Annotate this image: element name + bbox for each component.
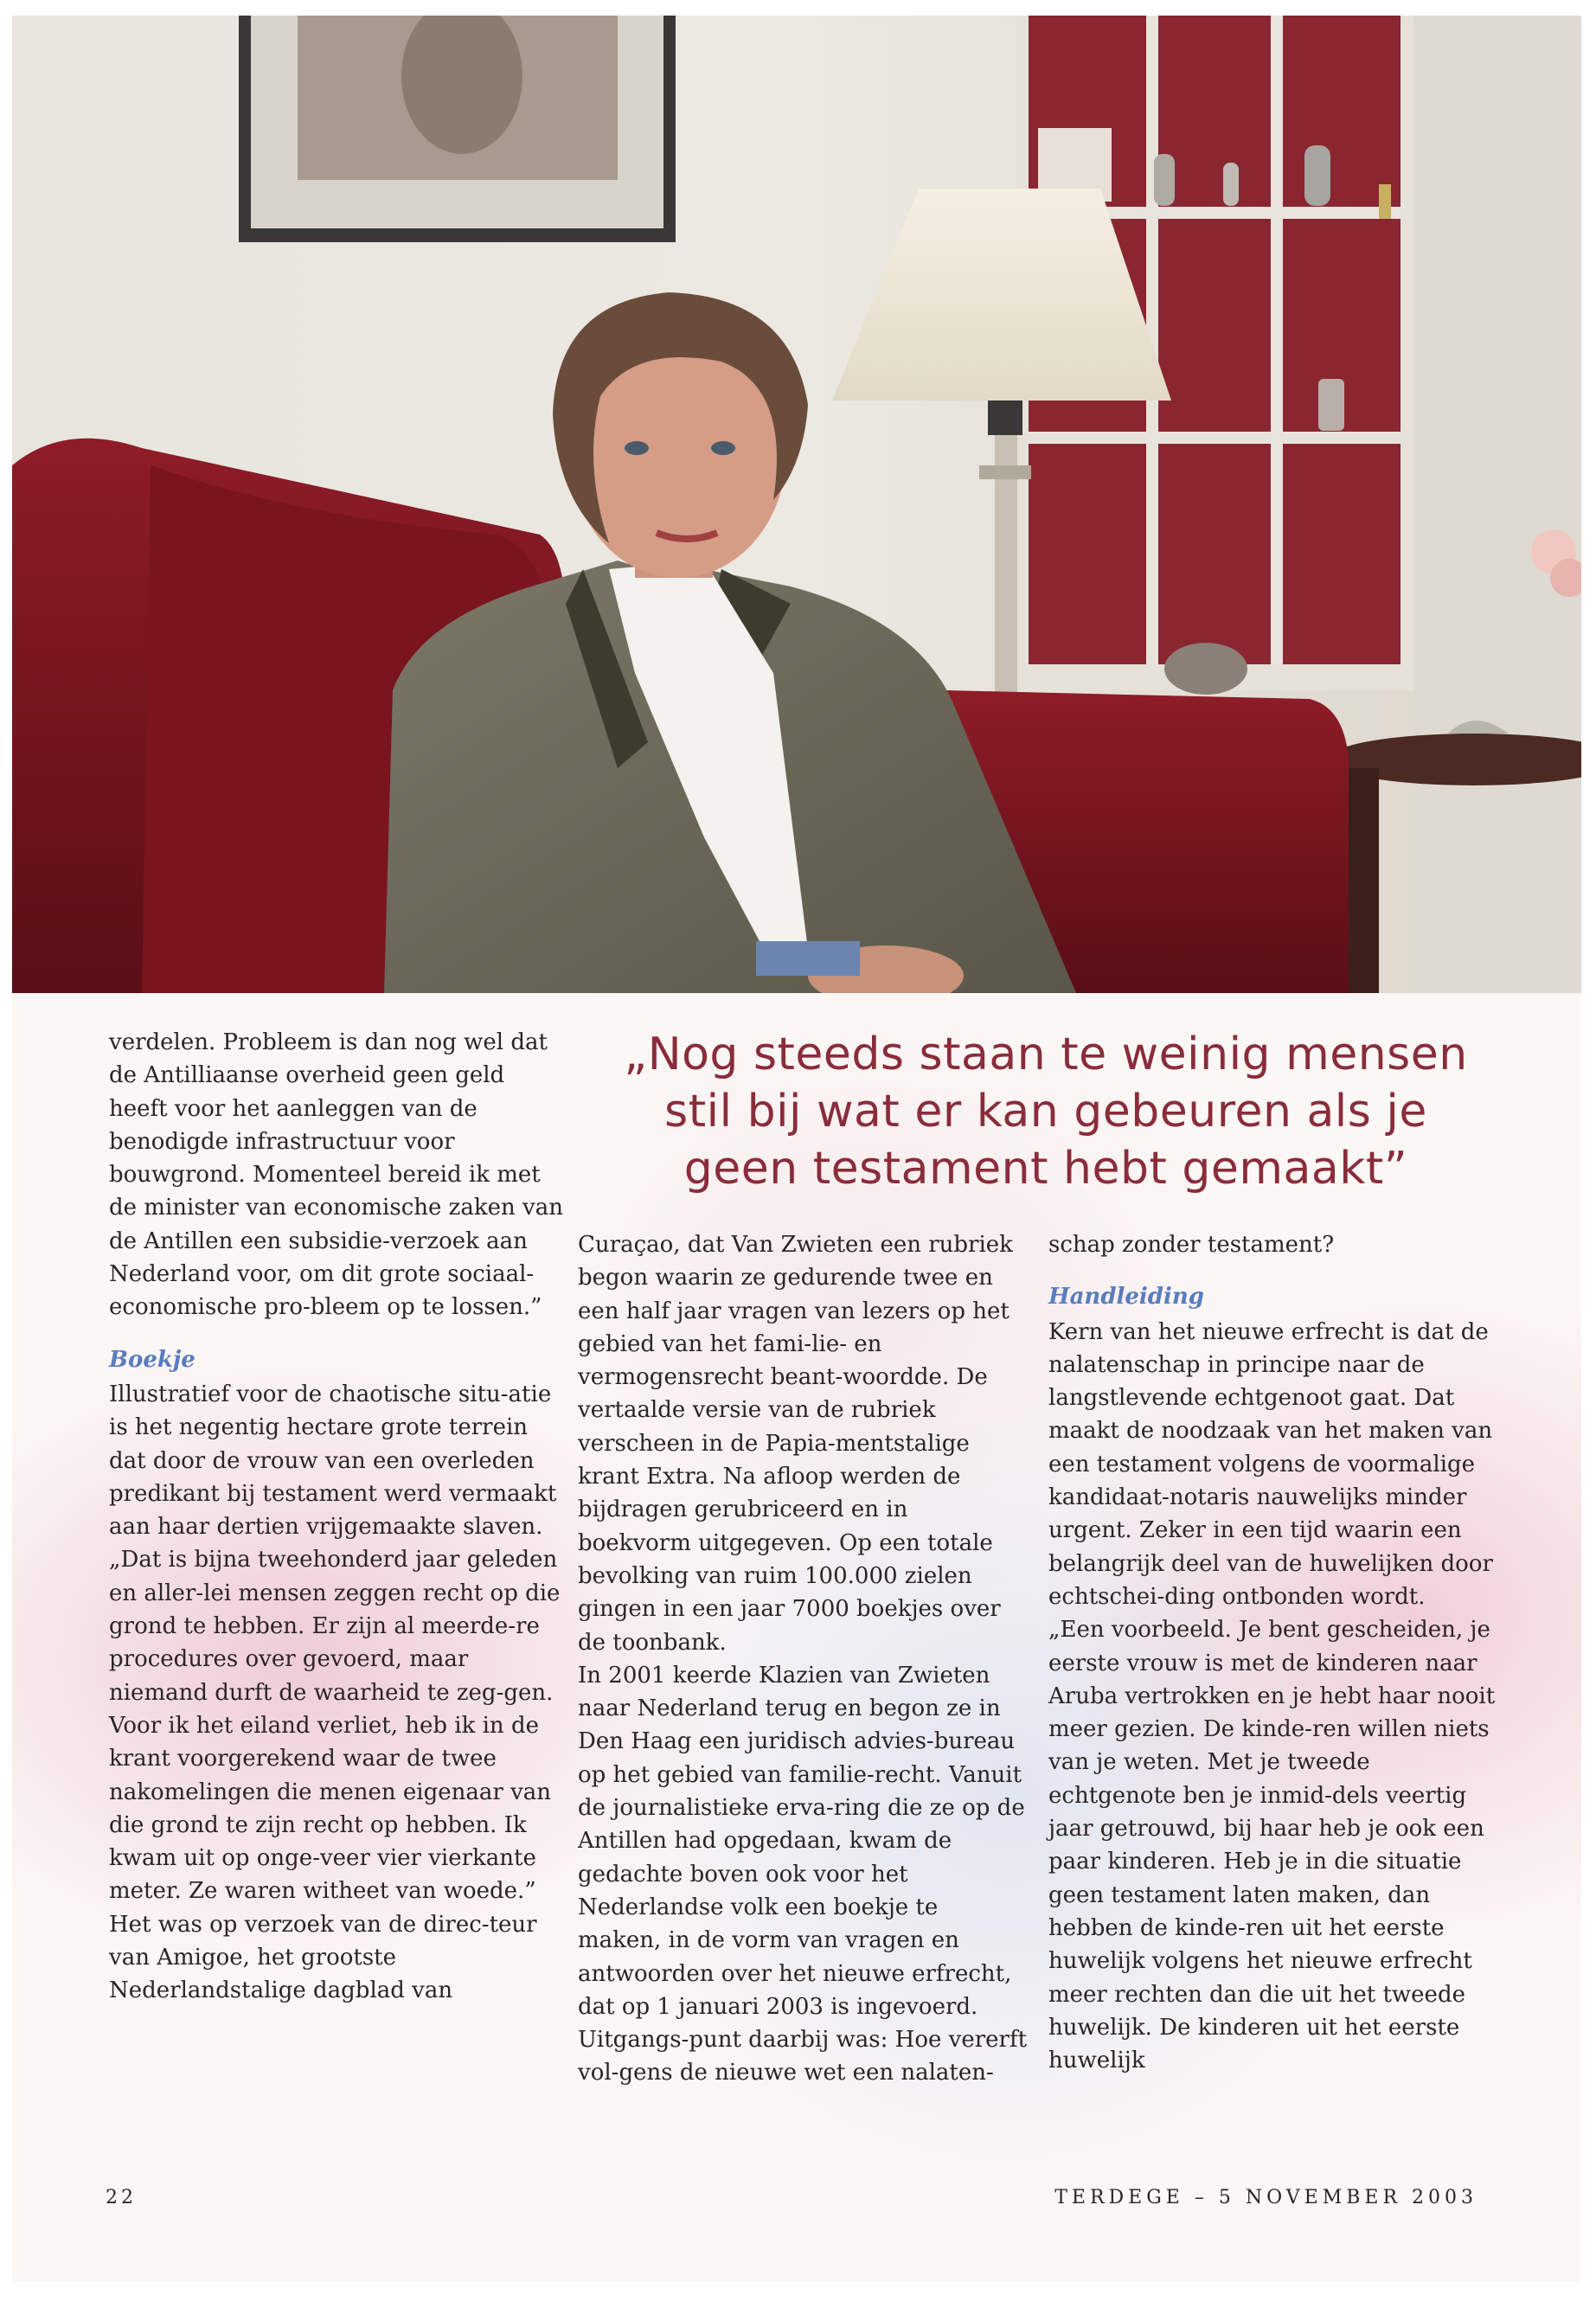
col3-paragraph-2: Kern van het nieuwe erfrecht is dat de nalatenschap in principe naar de langstlevende echtgenoot gaat. Dat maakt de noodzaak van het maken van een testament volgens de voormalige kandidaat-notaris nauwelijks minder urgent. Zeker in een tijd waarin een belangrijk deel van de huwelijken door echtschei-ding ontbonden wordt.: [1048, 1318, 1493, 1610]
column-right: [1048, 1228, 1498, 2077]
pull-quote-line-2: stil bij wat er kan gebeuren als je: [664, 1086, 1427, 1138]
col1-paragraph-3: Het was op verzoek van de direc-teur van Amigoe, het grootste Nederlandstalige dagblad van: [109, 1911, 537, 2004]
page-number: 22: [106, 2187, 137, 2208]
column-left: [109, 1026, 563, 2008]
pull-quote-line-3: geen testament hebt gemaakt”: [683, 1143, 1408, 1195]
col2-paragraph-2: In 2001 keerde Klazien van Zwieten naar Nederland terug en begon ze in Den Haag een juridisch advies-bureau op het gebied van familie-recht. Vanuit de journalistieke erva-ring die ze op de Antillen had opgedaan, kwam de gedachte boven ook voor het Nederlandse volk een boekje te maken, in de vorm van vragen en antwoorden over het nieuwe erfrecht, dat op 1 januari 2003 is ingevoerd. Uitgangs-punt daarbij was: Hoe vererft vol-gens de nieuwe wet een nalaten-: [578, 1662, 1028, 2086]
col2-paragraph-1: Curaçao, dat Van Zwieten een rubriek begon waarin ze gedurende twee en een half jaar vragen van lezers op het gebied van het fami-lie- en vermogensrecht beant-woordde. De vertaalde versie van de rubriek verscheen in de Papia-mentstalige krant Extra. Na afloop werden de bijdragen gerubriceerd en in boekvorm uitgegeven. Op een totale bevolking van ruim 100.000 zielen gingen in een jaar 7000 boekjes over de toonbank.: [578, 1232, 1013, 1656]
col3-paragraph-3: „Een voorbeeld. Je bent gescheiden, je eerste vrouw is met de kinderen naar Aruba vertrokken en je hebt haar nooit meer gezien. De kinde-ren willen niets van je weten. Met je tweede echtgenote ben je inmid-dels veertig jaar getrouwd, bij haar heb je ook een paar kinderen. Heb je in die situatie geen testament laten maken, dan hebben de kinde-ren uit het eerste huwelijk volgens het nieuwe erfrecht meer rechten dan die uit het tweede huwelijk. De kinderen uit het eerste huwelijk: [1048, 1617, 1496, 2074]
pull-quote-line-1: „Nog steeds staan te weinig mensen: [624, 1029, 1468, 1080]
pull-quote: [583, 1026, 1509, 1197]
column-middle: [578, 1228, 1028, 2090]
subheading-boekje: Boekje: [109, 1346, 195, 1373]
col3-paragraph-1: schap zonder testament?: [1048, 1232, 1335, 1258]
col1-paragraph-2: Illustratief voor de chaotische situ-atie is het negentig hectare grote terrein dat door de vrouw van een overleden predikant bij testament werd vermaakt aan haar dertien vrijgemaakte slaven. „Dat is bijna tweehonderd jaar geleden en aller-lei mensen zeggen recht op die grond te hebben. Er zijn al meerde-re procedures over gevoerd, maar niemand durft de waarheid te zeg-gen. Voor ik het eiland verliet, heb ik in de krant voorgerekend waar de twee nakomelingen die menen eigenaar van die grond te zijn recht op hebben. Ik kwam uit op onge-veer vier vierkante meter. Ze waren witheet van woede.”: [109, 1381, 561, 1905]
portrait-photo: [12, 16, 1581, 993]
portrait-photo-illustration: [12, 16, 1581, 993]
subheading-handleiding: Handleiding: [1048, 1284, 1204, 1311]
magazine-page: [12, 16, 1581, 2282]
publication-footer: TERDEGE – 5 NOVEMBER 2003: [1054, 2187, 1477, 2208]
col1-paragraph-1: verdelen. Probleem is dan nog wel dat de Antilliaanse overheid geen geld heeft voor het aanleggen van de benodigde infrastructuur voor bouwgrond. Momenteel bereid ik met de minister van economische zaken van de Antillen een subsidie-verzoek aan Nederland voor, om dit grote sociaal-economische pro-bleem op te lossen.”: [109, 1029, 563, 1321]
